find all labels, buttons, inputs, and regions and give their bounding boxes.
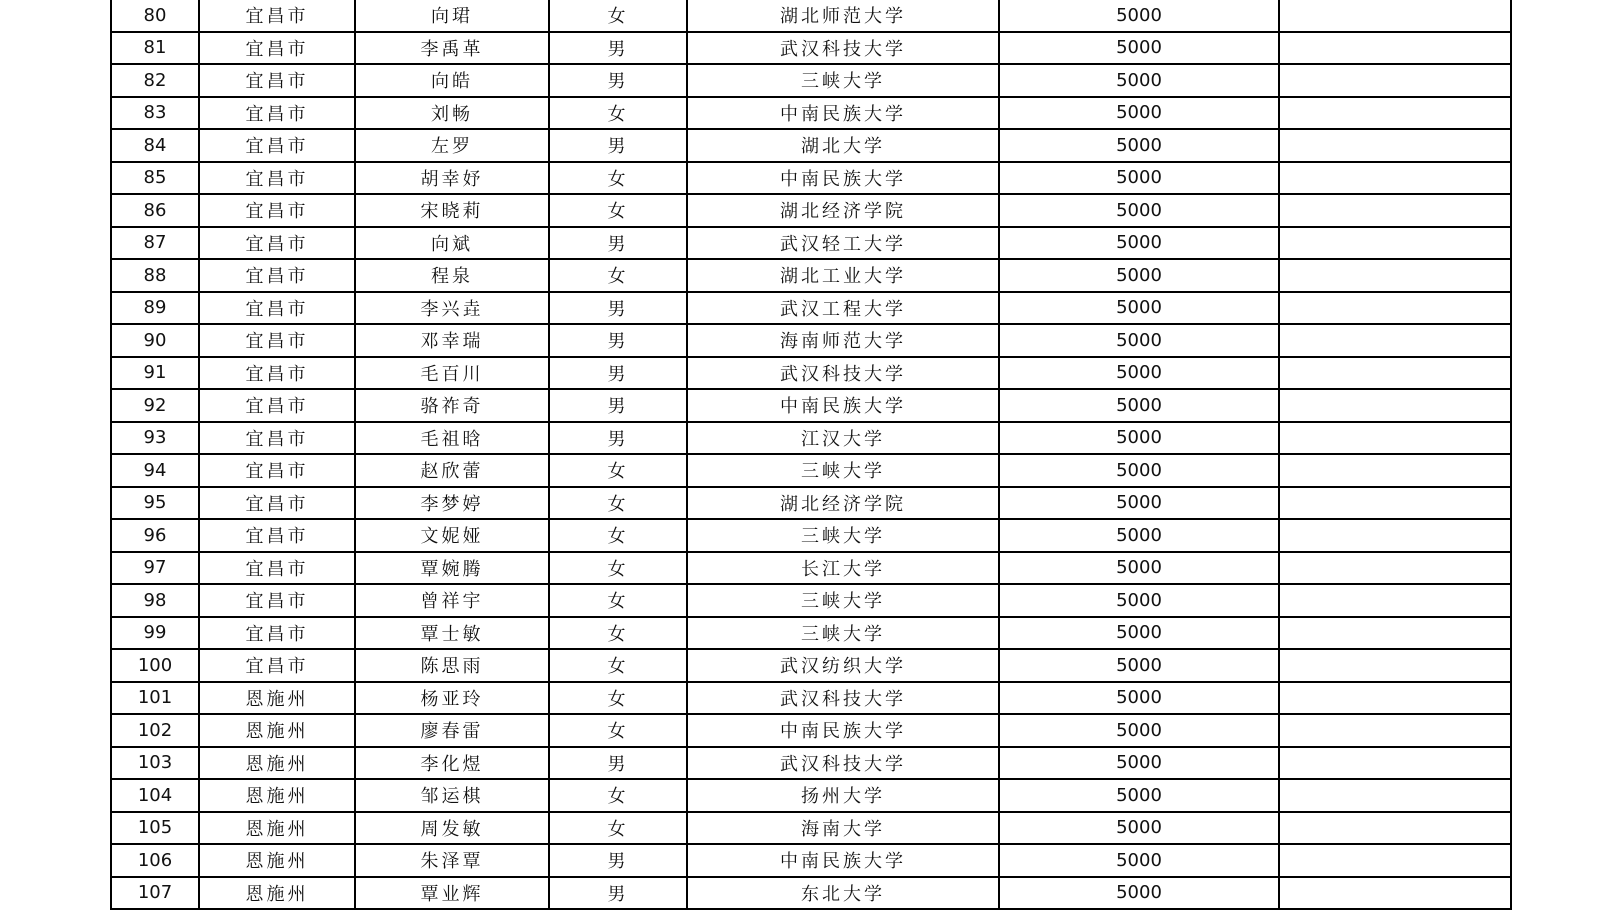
- city-cell: 宜昌市: [199, 32, 355, 65]
- amount-cell: 5000: [999, 714, 1279, 747]
- table-row: [111, 259, 1511, 292]
- remarks-cell: [1279, 454, 1511, 487]
- remarks-cell: [1279, 617, 1511, 650]
- city-cell: 恩施州: [199, 682, 355, 715]
- serial-number-cell: 87: [111, 227, 199, 260]
- table-row: [111, 454, 1511, 487]
- city-cell: 宜昌市: [199, 389, 355, 422]
- remarks-cell: [1279, 64, 1511, 97]
- serial-number-cell: 91: [111, 357, 199, 390]
- remarks-cell: [1279, 162, 1511, 195]
- serial-number-cell: 102: [111, 714, 199, 747]
- remarks-cell: [1279, 487, 1511, 520]
- student-name-cell: 周发敏: [355, 812, 549, 845]
- serial-number-cell: 99: [111, 617, 199, 650]
- serial-number-cell: 96: [111, 519, 199, 552]
- serial-number-cell: 101: [111, 682, 199, 715]
- amount-cell: 5000: [999, 162, 1279, 195]
- city-cell: 宜昌市: [199, 324, 355, 357]
- university-cell: 海南大学: [687, 812, 999, 845]
- amount-cell: 5000: [999, 64, 1279, 97]
- city-cell: 宜昌市: [199, 454, 355, 487]
- city-cell: 恩施州: [199, 877, 355, 910]
- remarks-cell: [1279, 552, 1511, 585]
- remarks-cell: [1279, 812, 1511, 845]
- student-name-cell: 杨亚玲: [355, 682, 549, 715]
- university-cell: 湖北大学: [687, 129, 999, 162]
- amount-cell: 5000: [999, 552, 1279, 585]
- remarks-cell: [1279, 422, 1511, 455]
- city-cell: 宜昌市: [199, 357, 355, 390]
- amount-cell: 5000: [999, 227, 1279, 260]
- university-cell: 武汉工程大学: [687, 292, 999, 325]
- serial-number-cell: 106: [111, 844, 199, 877]
- remarks-cell: [1279, 259, 1511, 292]
- gender-cell: 男: [549, 292, 687, 325]
- serial-number-cell: 85: [111, 162, 199, 195]
- remarks-cell: [1279, 194, 1511, 227]
- city-cell: 恩施州: [199, 714, 355, 747]
- table-row: [111, 162, 1511, 195]
- table-row: [111, 227, 1511, 260]
- city-cell: 恩施州: [199, 844, 355, 877]
- table-row: [111, 64, 1511, 97]
- remarks-cell: [1279, 357, 1511, 390]
- table-row: [111, 682, 1511, 715]
- student-name-cell: 李化煜: [355, 747, 549, 780]
- university-cell: 湖北师范大学: [687, 0, 999, 32]
- gender-cell: 女: [549, 584, 687, 617]
- student-name-cell: 赵欣蕾: [355, 454, 549, 487]
- city-cell: 恩施州: [199, 779, 355, 812]
- serial-number-cell: 89: [111, 292, 199, 325]
- student-name-cell: 廖春雷: [355, 714, 549, 747]
- amount-cell: 5000: [999, 844, 1279, 877]
- gender-cell: 男: [549, 32, 687, 65]
- gender-cell: 女: [549, 487, 687, 520]
- university-cell: 武汉科技大学: [687, 32, 999, 65]
- amount-cell: 5000: [999, 0, 1279, 32]
- serial-number-cell: 86: [111, 194, 199, 227]
- table-row: [111, 747, 1511, 780]
- serial-number-cell: 107: [111, 877, 199, 910]
- amount-cell: 5000: [999, 32, 1279, 65]
- amount-cell: 5000: [999, 747, 1279, 780]
- table-row: [111, 812, 1511, 845]
- student-name-cell: 文妮娅: [355, 519, 549, 552]
- student-name-cell: 朱泽覃: [355, 844, 549, 877]
- remarks-cell: [1279, 714, 1511, 747]
- gender-cell: 女: [549, 812, 687, 845]
- table-row: [111, 357, 1511, 390]
- gender-cell: 男: [549, 227, 687, 260]
- university-cell: 扬州大学: [687, 779, 999, 812]
- amount-cell: 5000: [999, 324, 1279, 357]
- city-cell: 宜昌市: [199, 0, 355, 32]
- amount-cell: 5000: [999, 617, 1279, 650]
- table-body: [111, 0, 1511, 909]
- amount-cell: 5000: [999, 519, 1279, 552]
- serial-number-cell: 93: [111, 422, 199, 455]
- serial-number-cell: 83: [111, 97, 199, 130]
- student-name-cell: 向皓: [355, 64, 549, 97]
- university-cell: 中南民族大学: [687, 714, 999, 747]
- table-row: [111, 324, 1511, 357]
- amount-cell: 5000: [999, 877, 1279, 910]
- remarks-cell: [1279, 227, 1511, 260]
- remarks-cell: [1279, 32, 1511, 65]
- university-cell: 三峡大学: [687, 454, 999, 487]
- student-name-cell: 覃婉腾: [355, 552, 549, 585]
- table-row: [111, 714, 1511, 747]
- amount-cell: 5000: [999, 812, 1279, 845]
- gender-cell: 女: [549, 519, 687, 552]
- city-cell: 宜昌市: [199, 422, 355, 455]
- city-cell: 宜昌市: [199, 64, 355, 97]
- remarks-cell: [1279, 389, 1511, 422]
- remarks-cell: [1279, 649, 1511, 682]
- serial-number-cell: 100: [111, 649, 199, 682]
- city-cell: 宜昌市: [199, 292, 355, 325]
- serial-number-cell: 80: [111, 0, 199, 32]
- university-cell: 三峡大学: [687, 64, 999, 97]
- table-row: [111, 584, 1511, 617]
- gender-cell: 女: [549, 682, 687, 715]
- student-name-cell: 覃业辉: [355, 877, 549, 910]
- student-name-cell: 程泉: [355, 259, 549, 292]
- student-name-cell: 毛祖晗: [355, 422, 549, 455]
- university-cell: 东北大学: [687, 877, 999, 910]
- gender-cell: 男: [549, 324, 687, 357]
- remarks-cell: [1279, 682, 1511, 715]
- gender-cell: 女: [549, 649, 687, 682]
- city-cell: 宜昌市: [199, 519, 355, 552]
- table-row: [111, 617, 1511, 650]
- remarks-cell: [1279, 747, 1511, 780]
- serial-number-cell: 95: [111, 487, 199, 520]
- gender-cell: 男: [549, 877, 687, 910]
- city-cell: 宜昌市: [199, 227, 355, 260]
- city-cell: 宜昌市: [199, 259, 355, 292]
- gender-cell: 男: [549, 747, 687, 780]
- university-cell: 武汉轻工大学: [687, 227, 999, 260]
- university-cell: 武汉科技大学: [687, 357, 999, 390]
- serial-number-cell: 94: [111, 454, 199, 487]
- city-cell: 宜昌市: [199, 162, 355, 195]
- university-cell: 中南民族大学: [687, 97, 999, 130]
- remarks-cell: [1279, 779, 1511, 812]
- city-cell: 恩施州: [199, 747, 355, 780]
- remarks-cell: [1279, 0, 1511, 32]
- city-cell: 宜昌市: [199, 552, 355, 585]
- gender-cell: 男: [549, 129, 687, 162]
- university-cell: 中南民族大学: [687, 844, 999, 877]
- student-table: [110, 0, 1512, 910]
- table-row: [111, 129, 1511, 162]
- table-row: [111, 292, 1511, 325]
- serial-number-cell: 82: [111, 64, 199, 97]
- university-cell: 武汉科技大学: [687, 747, 999, 780]
- gender-cell: 男: [549, 389, 687, 422]
- gender-cell: 男: [549, 64, 687, 97]
- serial-number-cell: 92: [111, 389, 199, 422]
- amount-cell: 5000: [999, 779, 1279, 812]
- table-row: [111, 0, 1511, 32]
- remarks-cell: [1279, 844, 1511, 877]
- university-cell: 长江大学: [687, 552, 999, 585]
- student-name-cell: 刘畅: [355, 97, 549, 130]
- university-cell: 三峡大学: [687, 519, 999, 552]
- student-name-cell: 陈思雨: [355, 649, 549, 682]
- university-cell: 湖北经济学院: [687, 194, 999, 227]
- gender-cell: 女: [549, 617, 687, 650]
- university-cell: 三峡大学: [687, 617, 999, 650]
- table-row: [111, 422, 1511, 455]
- amount-cell: 5000: [999, 97, 1279, 130]
- university-cell: 武汉纺织大学: [687, 649, 999, 682]
- student-name-cell: 骆祚奇: [355, 389, 549, 422]
- table-row: [111, 389, 1511, 422]
- serial-number-cell: 104: [111, 779, 199, 812]
- table-row: [111, 32, 1511, 65]
- student-name-cell: 毛百川: [355, 357, 549, 390]
- student-name-cell: 向斌: [355, 227, 549, 260]
- city-cell: 宜昌市: [199, 97, 355, 130]
- student-name-cell: 宋晓莉: [355, 194, 549, 227]
- amount-cell: 5000: [999, 389, 1279, 422]
- serial-number-cell: 84: [111, 129, 199, 162]
- student-name-cell: 胡幸妤: [355, 162, 549, 195]
- table-row: [111, 97, 1511, 130]
- amount-cell: 5000: [999, 487, 1279, 520]
- city-cell: 宜昌市: [199, 129, 355, 162]
- student-name-cell: 李兴垚: [355, 292, 549, 325]
- student-name-cell: 覃士敏: [355, 617, 549, 650]
- remarks-cell: [1279, 877, 1511, 910]
- remarks-cell: [1279, 292, 1511, 325]
- remarks-cell: [1279, 324, 1511, 357]
- student-name-cell: 李禹革: [355, 32, 549, 65]
- city-cell: 宜昌市: [199, 194, 355, 227]
- university-cell: 中南民族大学: [687, 162, 999, 195]
- city-cell: 恩施州: [199, 812, 355, 845]
- amount-cell: 5000: [999, 194, 1279, 227]
- remarks-cell: [1279, 129, 1511, 162]
- table-row: [111, 487, 1511, 520]
- table-row: [111, 649, 1511, 682]
- amount-cell: 5000: [999, 357, 1279, 390]
- gender-cell: 男: [549, 422, 687, 455]
- remarks-cell: [1279, 584, 1511, 617]
- student-name-cell: 向珺: [355, 0, 549, 32]
- amount-cell: 5000: [999, 454, 1279, 487]
- gender-cell: 女: [549, 194, 687, 227]
- city-cell: 宜昌市: [199, 649, 355, 682]
- university-cell: 海南师范大学: [687, 324, 999, 357]
- table-row: [111, 194, 1511, 227]
- student-name-cell: 邹运棋: [355, 779, 549, 812]
- gender-cell: 男: [549, 844, 687, 877]
- remarks-cell: [1279, 97, 1511, 130]
- serial-number-cell: 105: [111, 812, 199, 845]
- university-cell: 武汉科技大学: [687, 682, 999, 715]
- gender-cell: 女: [549, 454, 687, 487]
- student-name-cell: 左罗: [355, 129, 549, 162]
- university-cell: 江汉大学: [687, 422, 999, 455]
- student-name-cell: 邓幸瑞: [355, 324, 549, 357]
- table-row: [111, 779, 1511, 812]
- student-name-cell: 曾祥宇: [355, 584, 549, 617]
- remarks-cell: [1279, 519, 1511, 552]
- gender-cell: 男: [549, 357, 687, 390]
- serial-number-cell: 98: [111, 584, 199, 617]
- table-row: [111, 877, 1511, 910]
- city-cell: 宜昌市: [199, 487, 355, 520]
- city-cell: 宜昌市: [199, 617, 355, 650]
- university-cell: 三峡大学: [687, 584, 999, 617]
- amount-cell: 5000: [999, 682, 1279, 715]
- amount-cell: 5000: [999, 292, 1279, 325]
- gender-cell: 女: [549, 162, 687, 195]
- table-row: [111, 519, 1511, 552]
- amount-cell: 5000: [999, 422, 1279, 455]
- gender-cell: 女: [549, 97, 687, 130]
- gender-cell: 女: [549, 259, 687, 292]
- table-row: [111, 552, 1511, 585]
- city-cell: 宜昌市: [199, 584, 355, 617]
- amount-cell: 5000: [999, 584, 1279, 617]
- university-cell: 中南民族大学: [687, 389, 999, 422]
- gender-cell: 女: [549, 552, 687, 585]
- university-cell: 湖北经济学院: [687, 487, 999, 520]
- gender-cell: 女: [549, 714, 687, 747]
- student-name-cell: 李梦婷: [355, 487, 549, 520]
- serial-number-cell: 103: [111, 747, 199, 780]
- gender-cell: 女: [549, 0, 687, 32]
- serial-number-cell: 97: [111, 552, 199, 585]
- table-row: [111, 844, 1511, 877]
- amount-cell: 5000: [999, 259, 1279, 292]
- gender-cell: 女: [549, 779, 687, 812]
- amount-cell: 5000: [999, 129, 1279, 162]
- serial-number-cell: 90: [111, 324, 199, 357]
- amount-cell: 5000: [999, 649, 1279, 682]
- serial-number-cell: 81: [111, 32, 199, 65]
- university-cell: 湖北工业大学: [687, 259, 999, 292]
- serial-number-cell: 88: [111, 259, 199, 292]
